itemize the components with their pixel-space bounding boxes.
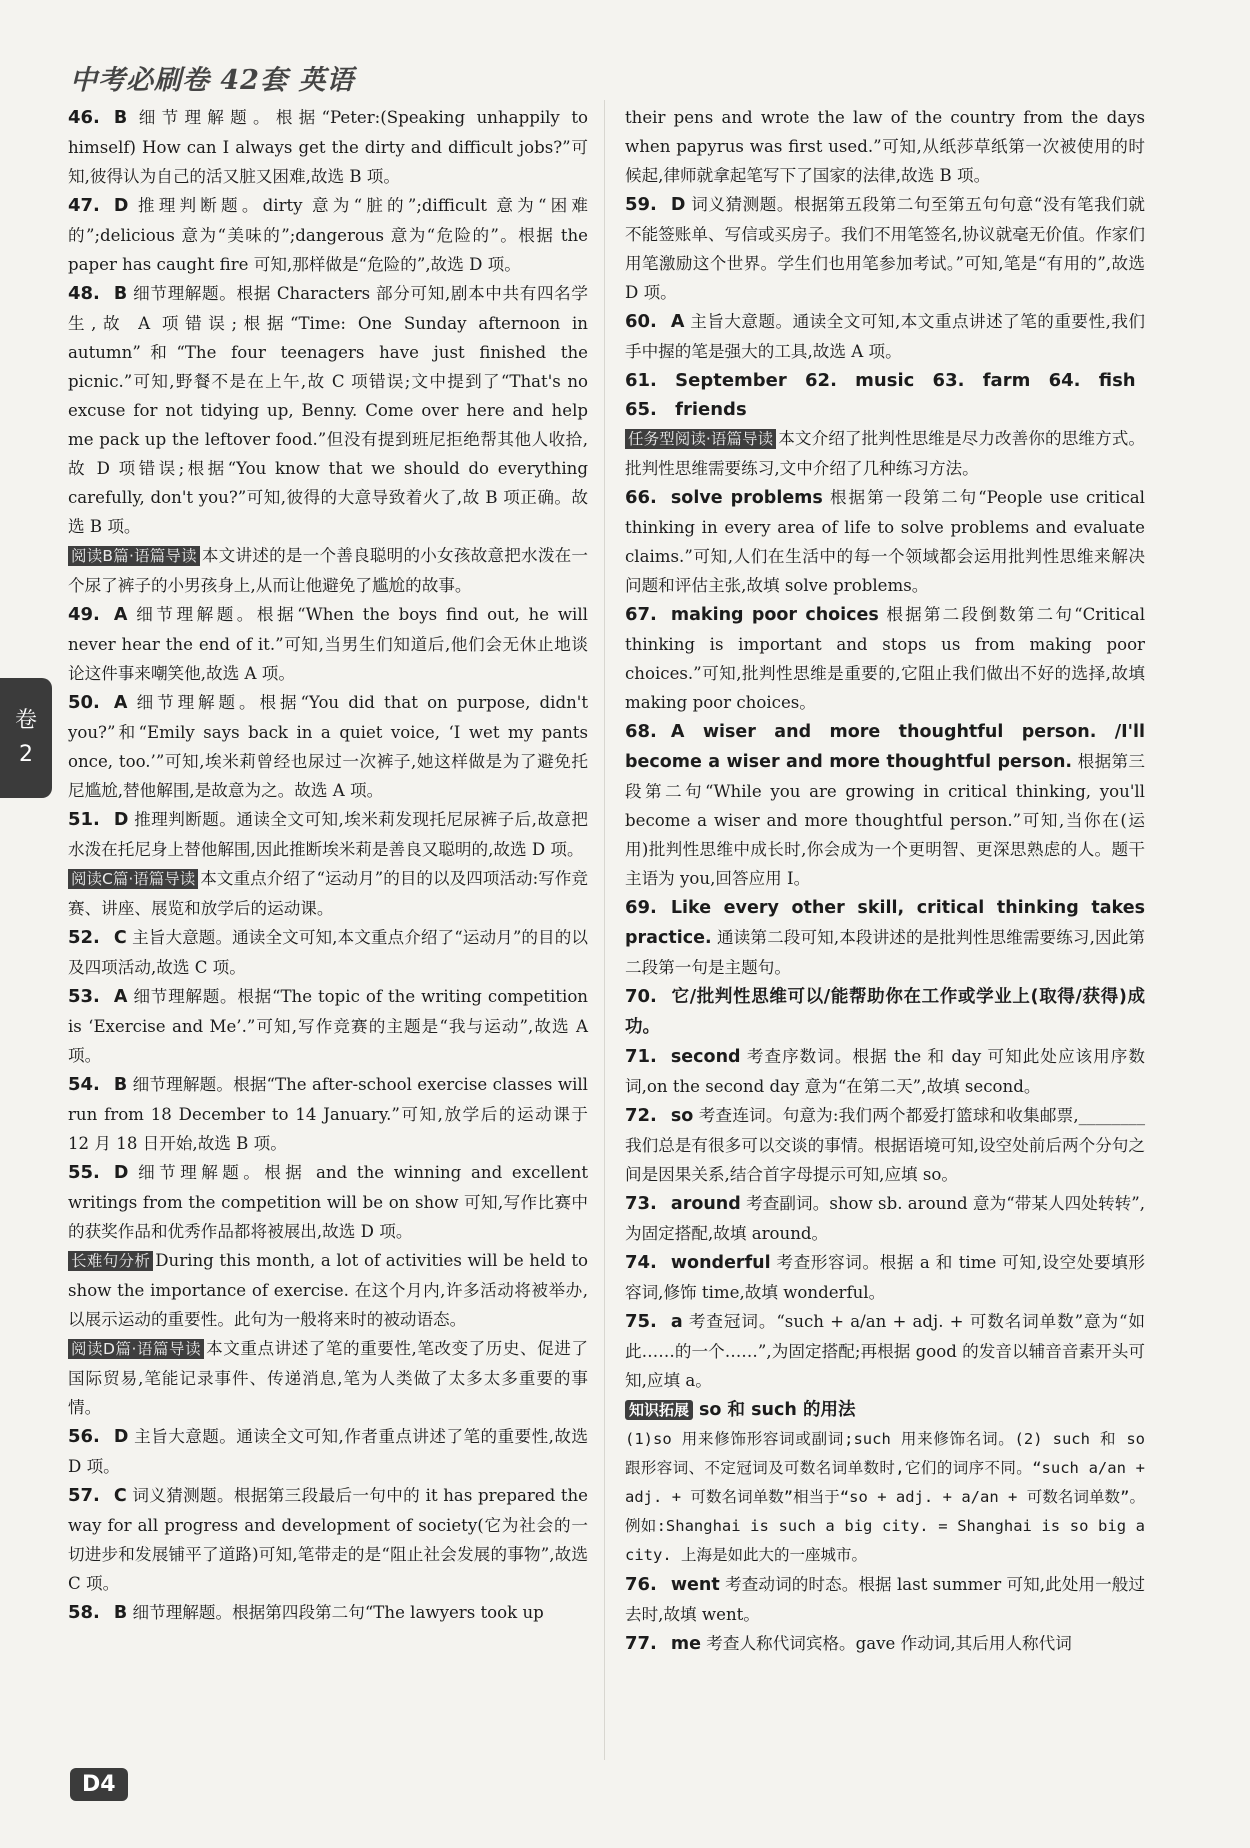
answer-key: solve problems xyxy=(670,488,823,508)
question-number: 69. xyxy=(625,897,657,918)
answer-entry xyxy=(625,190,1145,307)
answer-entry xyxy=(68,279,588,541)
section-tag: 阅读C篇·语篇导读 xyxy=(68,869,198,889)
answer-key: a xyxy=(670,1312,683,1332)
guide-text: 本文重点讲述了笔的重要性,笔改变了历史、促进了国际贸易,笔能记录事件、传递消息,笔为人类做了太多太多重要的事情。 xyxy=(68,1339,588,1417)
answer-entry xyxy=(625,1570,1145,1629)
explanation-text: 考查人称代词宾格。gave 作动词,其后用人称代词 xyxy=(706,1634,1072,1653)
answer-entry xyxy=(68,982,588,1070)
explanation-text: 词义猜测题。根据第五段第二句至第五句句意“没有笔我们就不能签账单、写信或买房子。我们不用笔签名,协议就毫无价值。作家们用笔激励这个世界。学生们也用笔参加考试。”可知,笔是“有用的”,故选 D 项。 xyxy=(625,195,1145,302)
question-number: 68. xyxy=(625,721,657,742)
answer-row xyxy=(625,366,1145,395)
question-number: 56. xyxy=(68,1426,100,1447)
answer-key: D xyxy=(670,195,686,215)
answer-entry xyxy=(68,191,588,279)
answer-key: A xyxy=(113,693,128,713)
question-number: 74. xyxy=(625,1252,657,1273)
answer-entry xyxy=(68,1158,588,1246)
answer-entry xyxy=(68,103,588,191)
explanation-text: 主旨大意题。通读全文可知,作者重点讲述了笔的重要性,故选 D 项。 xyxy=(68,1427,588,1476)
volume-side-tab xyxy=(0,678,52,798)
question-number: 70. xyxy=(625,986,657,1007)
question-number: 59. xyxy=(625,194,657,215)
page-number: D4 xyxy=(70,1768,128,1801)
answer-key: D xyxy=(113,1427,129,1447)
question-number: 76. xyxy=(625,1574,657,1595)
answer-entry xyxy=(625,982,1145,1042)
answer-entry xyxy=(68,1070,588,1158)
answer-key: D xyxy=(113,810,129,830)
question-number: 51. xyxy=(68,809,100,830)
answer-entry xyxy=(625,307,1145,366)
answer-key: 它/批判性思维可以/能帮助你在工作或学业上(取得/获得)成功。 xyxy=(625,987,1145,1037)
guide-text: 本文讲述的是一个善良聪明的小女孩故意把水泼在一个尿了裤子的小男孩身上,从而让他避免了尴尬的故事。 xyxy=(68,546,589,595)
answer-key: B xyxy=(113,1075,128,1095)
passage-guide xyxy=(68,1334,588,1422)
side-tab-label: 卷 xyxy=(14,708,37,733)
explanation-text: 考查副词。show sb. around 意为“带某人四处转转”,为固定搭配,故填 around。 xyxy=(625,1194,1145,1243)
answer-entry xyxy=(625,893,1145,982)
answer-key: B xyxy=(113,284,128,304)
question-number: 55. xyxy=(68,1162,100,1183)
answer-row-text: 61. September 62. music 63. farm 64. fish xyxy=(625,370,1136,391)
explanation-text: 细节理解题。根据第四段第二句“The lawyers took up xyxy=(132,1603,544,1622)
section-tag: 阅读D篇·语篇导读 xyxy=(68,1339,204,1359)
explanation-text: 细节理解题。根据“When the boys find out, he will never hear the end of it.”可知,当男生们知道后,他们会无休止地谈论这件事来嘲笑他,故选 A 项。 xyxy=(68,605,588,683)
question-number: 50. xyxy=(68,692,100,713)
question-number: 53. xyxy=(68,986,100,1007)
answer-entry xyxy=(625,483,1145,600)
left-column xyxy=(68,103,588,1628)
knowledge-tag: 知识拓展 xyxy=(625,1400,693,1420)
passage-guide xyxy=(625,424,1145,483)
column-divider xyxy=(604,100,605,1760)
answer-key: B xyxy=(113,108,128,128)
explanation-text: 细节理解题。根据“The topic of the writing competition is ‘Exercise and Me’.”可知,写作竞赛的主题是“我与运动”,故选 A 项。 xyxy=(68,987,588,1065)
answer-entry xyxy=(625,1189,1145,1248)
knowledge-title: so 和 such 的用法 xyxy=(699,1400,856,1420)
passage-guide xyxy=(68,1246,588,1334)
guide-text: During this month, a lot of activities will be held to show the importance of exercise. 在这个月内,许多活动将被举办,以展示运动的重要性。此句为一般将来时的被动语态。 xyxy=(68,1251,588,1329)
answer-key: A wiser and more thoughtful person. /I'll become a wiser and more thoughtful person. xyxy=(625,722,1145,772)
explanation-text: 词义猜测题。根据第三段最后一句中的 it has prepared the way for all progress and development of society(它为社会的一切进步和发展铺平了道路)可知,笔带走的是“阻止社会发展的事物”,故选 C 项。 xyxy=(68,1486,588,1593)
answer-entry xyxy=(625,103,1145,190)
answer-entry xyxy=(625,1248,1145,1307)
explanation-text: 细节理解题。根据“You did that on purpose, didn't you?”和“Emily says back in a quiet voice, ‘I wet my pants once, too.’”可知,埃米莉曾经也尿过一次裤子,她这样做是为了避免托尼尴尬,替他解围,是故意为之。故选 A 项。 xyxy=(68,693,589,800)
answer-key: D xyxy=(113,196,129,216)
question-number: 60. xyxy=(625,311,657,332)
question-number: 67. xyxy=(625,604,657,625)
answer-key: A xyxy=(113,605,128,625)
knowledge-text: (1)so 用来修饰形容词或副词;such 用来修饰名词。(2) such 和 so 跟形容词、不定冠词及可数名词单数时,它们的词序不同。“such a/an + adj. + 可数名词单数”相当于“so + adj. + a/an + 可数名词单数”。例如:Shanghai is such a big city. = Shanghai is so big a city. 上海是如此大的一座城市。 xyxy=(625,1430,1145,1564)
question-number: 75. xyxy=(625,1311,657,1332)
explanation-text: 考查动词的时态。根据 last summer 可知,此处用一般过去时,故填 went。 xyxy=(625,1575,1145,1624)
answer-entry xyxy=(68,1598,588,1628)
question-number: 72. xyxy=(625,1105,657,1126)
explanation-text: 考查序数词。根据 the 和 day 可知此处应该用序数词,on the second day 意为“在第二天”,故填 second。 xyxy=(625,1047,1145,1096)
answer-entry xyxy=(625,1307,1145,1395)
explanation-text: 细节理解题。根据“Peter:(Speaking unhappily to himself) How can I always get the dirty and difficult jobs?”可知,彼得认为自己的活又脏又困难,故选 B 项。 xyxy=(68,108,588,186)
question-number: 47. xyxy=(68,195,100,216)
answer-entry xyxy=(625,600,1145,717)
answer-entry xyxy=(68,600,588,688)
answer-key: A xyxy=(670,312,685,332)
explanation-text: 推理判断题。通读全文可知,埃米莉发现托尼尿裤子后,故意把水泼在托尼身上替他解围,因此推断埃米莉是善良又聪明的,故选 D 项。 xyxy=(68,810,588,859)
answer-key: making poor choices xyxy=(670,605,879,625)
question-number: 66. xyxy=(625,487,657,508)
answer-key: second xyxy=(670,1047,741,1067)
explanation-text: 推理判断题。dirty 意为“脏的”;difficult 意为“困难的”;delicious 意为“美味的”;dangerous 意为“危险的”。根据 the paper has caught fire 可知,那样做是“危险的”,故选 D 项。 xyxy=(68,196,588,274)
answer-key: went xyxy=(670,1575,720,1595)
explanation-text: 考查冠词。“such + a/an + adj. + 可数名词单数”意为“如此……的一个……”,为固定搭配;再根据 good 的发音以辅音音素开头可知,应填 a。 xyxy=(625,1312,1145,1390)
answer-entry xyxy=(68,923,588,982)
answer-key: A xyxy=(113,987,128,1007)
section-tag: 长难句分析 xyxy=(68,1251,153,1271)
answer-key: wonderful xyxy=(670,1253,771,1273)
section-tag: 阅读B篇·语篇导读 xyxy=(68,546,200,566)
explanation-text: 通读第二段可知,本段讲述的是批判性思维需要练习,因此第二段第一句是主题句。 xyxy=(625,928,1145,977)
question-number: 57. xyxy=(68,1485,100,1506)
answer-key: B xyxy=(113,1603,128,1623)
answer-key: D xyxy=(113,1163,129,1183)
answer-entry xyxy=(68,1422,588,1481)
explanation-text: 根据第三段第二句“While you are growing in critical thinking, you'll become a wiser and more thoughtful person.”可知,当你在(运用)批判性思维中成长时,你会成为一个更明智、更深思熟虑的人。题干主语为 you,回答应用 I。 xyxy=(625,752,1145,888)
book-header: 中考必刷卷 42套 英语 xyxy=(70,65,355,96)
question-number: 52. xyxy=(68,927,100,948)
question-number: 54. xyxy=(68,1074,100,1095)
explanation-text: 考查形容词。根据 a 和 time 可知,设空处要填形容词,修饰 time,故填 wonderful。 xyxy=(625,1253,1145,1302)
explanation-text: 细节理解题。根据“The after-school exercise classes will run from 18 December to 14 January.”可知,放学后的运动课于 12 月 18 日开始,故选 B 项。 xyxy=(68,1075,588,1153)
answer-entry xyxy=(625,1101,1145,1189)
answer-key: Like every other skill, critical thinking takes practice. xyxy=(625,898,1145,948)
answer-key: C xyxy=(113,1486,127,1506)
explanation-text: 主旨大意题。通读全文可知,本文重点讲述了笔的重要性,我们手中握的笔是强大的工具,故选 A 项。 xyxy=(625,312,1145,361)
answer-entry xyxy=(625,1629,1145,1659)
question-number: 46. xyxy=(68,107,100,128)
explanation-text: 细节理解题。根据 and the winning and excellent writings from the competition will be on show 可知,写作比赛中的获奖作品和优秀作品都将被展出,故选 D 项。 xyxy=(68,1163,588,1241)
answer-entry xyxy=(68,1481,588,1598)
explanation-text: 主旨大意题。通读全文可知,本文重点介绍了“运动月”的目的以及四项活动,故选 C 项。 xyxy=(68,928,588,977)
guide-text: 本文重点介绍了“运动月”的目的以及四项活动:写作竞赛、讲座、展览和放学后的运动课。 xyxy=(68,869,588,918)
answer-row-text: 65. friends xyxy=(625,399,747,420)
answer-key: me xyxy=(670,1634,701,1654)
right-column xyxy=(625,103,1145,1659)
knowledge-extension xyxy=(625,1395,1145,1570)
question-number: 73. xyxy=(625,1193,657,1214)
continued-text: their pens and wrote the law of the country from the days when papyrus was first used.”可知,从纸莎草纸第一次被使用的时候起,律师就拿起笔写下了国家的法律,故选 B 项。 xyxy=(625,108,1145,185)
explanation-text: 根据第一段第二句“People use critical thinking in every area of life to solve problems and evaluate claims.”可知,人们在生活中的每一个领域都会运用批判性思维来解决问题和评估主张,故填 solve problems。 xyxy=(625,488,1145,595)
question-number: 77. xyxy=(625,1633,657,1654)
knowledge-header xyxy=(625,1395,1145,1425)
passage-guide xyxy=(68,541,588,600)
answer-entry xyxy=(68,805,588,864)
answer-key: C xyxy=(113,928,127,948)
question-number: 48. xyxy=(68,283,100,304)
guide-text: 本文介绍了批判性思维是尽力改善你的思维方式。批判性思维需要练习,文中介绍了几种练习方法。 xyxy=(625,429,1145,478)
answer-key: around xyxy=(670,1194,741,1214)
question-number: 71. xyxy=(625,1046,657,1067)
question-number: 58. xyxy=(68,1602,100,1623)
side-tab-number: 2 xyxy=(19,742,33,767)
answer-entry xyxy=(625,717,1145,893)
question-number: 49. xyxy=(68,604,100,625)
explanation-text: 细节理解题。根据 Characters 部分可知,剧本中共有四名学生,故 A 项错误;根据“Time: One Sunday afternoon in autumn”和“The four teenagers have just finished the picnic.”可知,野餐不是在上午,故 C 项错误;文中提到了“That's no excuse for not tidying up, Benny. Come over here and help me pack up the leftover food.”但没有提到班尼拒绝帮其他人收拾,故 D 项错误;根据“You know that we should do everything carefully, don't you?”可知,彼得的大意导致着火了,故 B 项正确。故选 B 项。 xyxy=(68,284,588,536)
answer-entry xyxy=(68,688,588,805)
section-tag: 任务型阅读·语篇导读 xyxy=(625,429,776,449)
answer-key: so xyxy=(670,1106,694,1126)
answer-entry xyxy=(625,1042,1145,1101)
passage-guide xyxy=(68,864,588,923)
explanation-text: 考查连词。句意为:我们两个都爱打篮球和收集邮票,________我们总是有很多可以交谈的事情。根据语境可知,设空处前后两个分句之间是因果关系,结合首字母提示可知,应填 so。 xyxy=(625,1106,1145,1184)
explanation-text: 根据第二段倒数第二句“Critical thinking is important and stops us from making poor choices.”可知,批判性思维是重要的,它阻止我们做出不好的选择,故填 making poor choices。 xyxy=(625,605,1146,712)
answer-row xyxy=(625,395,1145,424)
